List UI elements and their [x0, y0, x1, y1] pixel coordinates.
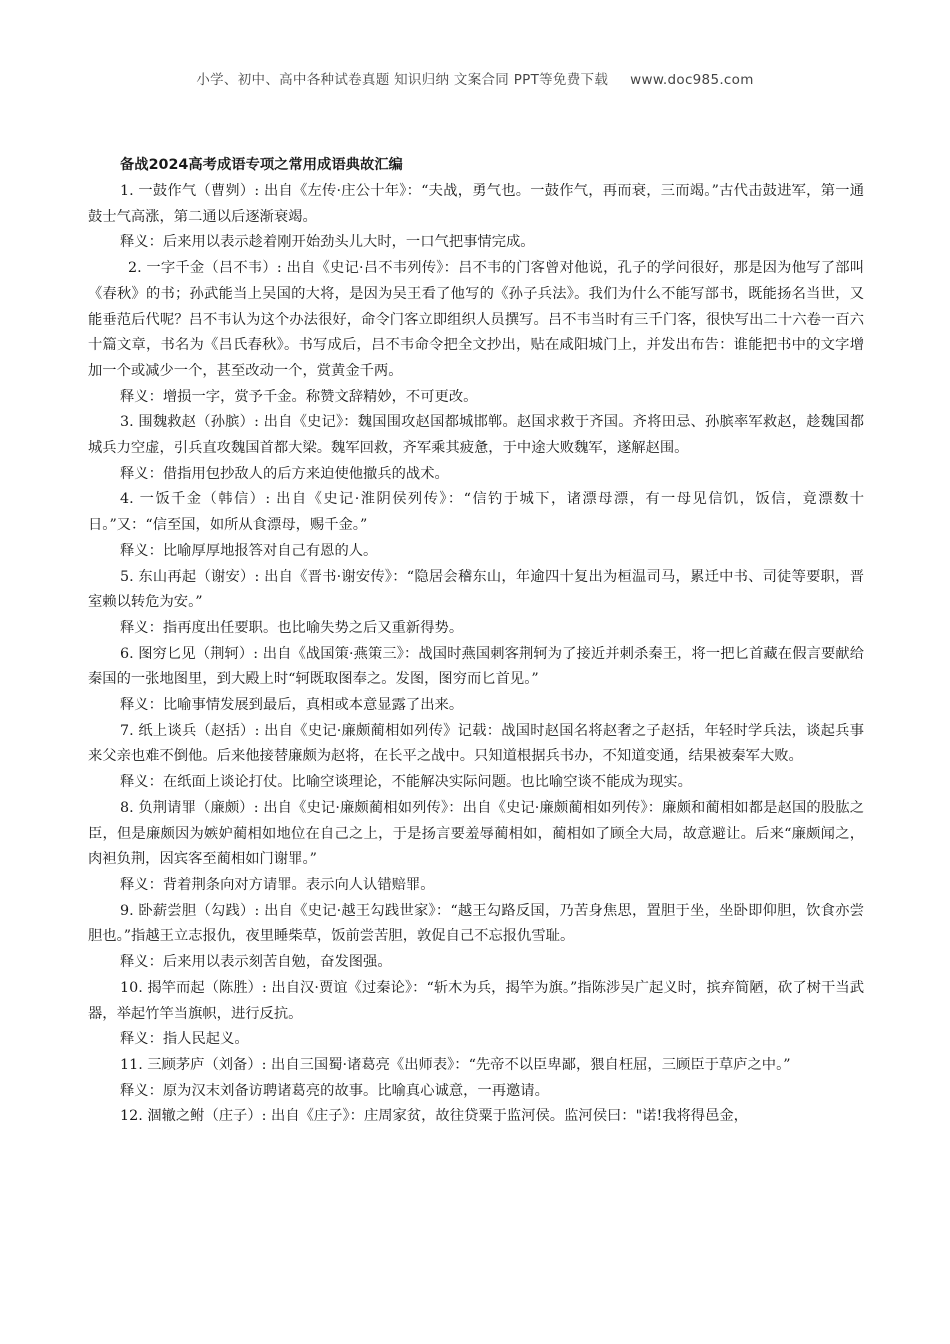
entry-12: 12. 涸辙之鲋（庄子）: 出自《庄子》：庄周家贫，故往贷粟于监河侯。监河侯曰："诺!我将得邑金，	[120, 1108, 748, 1125]
definition-1: 释义：后来用以表示趁着刚开始劲头儿大时，一口气把事情完成。	[120, 234, 535, 251]
entry-6: 6. 图穷匕见（荆轲）: 出自《战国策·燕策三》：战国时燕国刺客荆轲为了接近并刺杀秦王，将一把匕首藏在假言要献给秦国的一张地图里，到大殿上时“轲既取图奉之。发图，图穷而匕首见。”	[88, 645, 864, 688]
definition-10: 释义：指人民起义。	[120, 1031, 249, 1048]
entry-11: 11. 三顾茅庐（刘备）: 出自三国蜀·诸葛亮《出师表》：“先帝不以臣卑鄙，猥自枉屈，三顾臣于草庐之中。”	[120, 1056, 791, 1073]
entry-3: 3. 围魏救赵（孙膑）: 出自《史记》：魏国围攻赵国都城邯郸。赵国求救于齐国。齐将田忌、孙膑率军救赵，趁魏国都城兵力空虚，引兵直攻魏国首都大梁。魏军回救，齐军乘其疲惫，于中途大败魏军，遂解赵围。	[88, 414, 864, 457]
entry-7: 7. 纸上谈兵（赵括）: 出自《史记·廉颇蔺相如列传》记载：战国时赵国名将赵奢之子赵括，年轻时学兵法，谈起兵事来父亲也难不倒他。后来他接替廉颇为赵将，在长平之战中。只知道根据兵书办，不知道变通，结果被秦军大败。	[88, 722, 864, 765]
definition-8: 释义：背着荆条向对方请罪。表示向人认错赔罪。	[120, 876, 435, 893]
entry-4: 4. 一饭千金（韩信）: 出自《史记·淮阴侯列传》：“信钓于城下，诸漂母漂，有一母见信饥，饭信，竟漂数十日。”又：“信至国，如所从食漂母，赐千金。”	[88, 491, 864, 534]
definition-5: 释义：指再度出任要职。也比喻失势之后又重新得势。	[120, 619, 464, 636]
definition-6: 释义：比喻事情发展到最后，真相或本意显露了出来。	[120, 697, 464, 714]
header-text: 小学、初中、高中各种试卷真题 知识归纳 文案合同 PPT等免费下载	[196, 72, 609, 88]
entry-2: 2. 一字千金（吕不韦）: 出自《史记·吕不韦列传》：吕不韦的门客曾对他说，孔子的学问很好，那是因为他写了部叫《春秋》的书；孙武能当上吴国的大将，是因为吴王看了他写的《孙子兵法》。我们为什么不能写部书，既能扬名当世，又能垂范后代呢？吕不韦认为这个办法很好，命令门客立即组织人员撰写。吕不韦当时有三千门客，很快写出二十六卷一百六十篇文章，书名为《吕氏春秋》。书写成后，吕不韦命令把全文抄出，贴在咸阳城门上，并发出布告：谁能把书中的文字增加一个或减少一个，甚至改动一个，赏黄金千两。	[88, 260, 864, 379]
document-title: 备战2024高考成语专项之常用成语典故汇编	[120, 157, 403, 173]
definition-2: 释义：增损一字，赏予千金。称赞文辞精妙，不可更改。	[120, 388, 478, 405]
definition-7: 释义：在纸面上谈论打仗。比喻空谈理论，不能解决实际问题。也比喻空谈不能成为现实。	[120, 774, 692, 791]
entry-10: 10. 揭竿而起（陈胜）: 出自汉·贾谊《过秦论》：“斩木为兵，揭竿为旗。”指陈涉吴广起义时，摈弃简陋，砍了树干当武器，举起竹竿当旗帜，进行反抗。	[88, 979, 864, 1022]
definition-4: 释义：比喻厚厚地报答对自己有恩的人。	[120, 542, 378, 559]
header-site-link[interactable]: www.doc985.com	[630, 72, 754, 88]
entry-8: 8. 负荆请罪（廉颇）: 出自《史记·廉颇蔺相如列传》：出自《史记·廉颇蔺相如列传》：廉颇和蔺相如都是赵国的股肱之臣，但是廉颇因为嫉妒蔺相如地位在自己之上，于是扬言要羞辱蔺相如，蔺相如了顾全大局，故意避让。后来“廉颇闻之，肉袒负荆，因宾客至蔺相如门谢罪。”	[88, 799, 864, 868]
entry-5: 5. 东山再起（谢安）: 出自《晋书·谢安传》：“隐居会稽东山，年逾四十复出为桓温司马，累迁中书、司徒等要职，晋室赖以转危为安。”	[88, 568, 864, 611]
entry-9: 9. 卧薪尝胆（勾践）: 出自《史记·越王勾践世家》：“越王勾路反国，乃苦身焦思，置胆于坐，坐卧即仰胆，饮食亦尝胆也。”指越王立志报仇，夜里睡柴草，饭前尝苦胆，敦促自己不忘报仇雪耻。	[88, 902, 864, 945]
entry-1: 1. 一鼓作气（曹刿）: 出自《左传·庄公十年》：“夫战，勇气也。一鼓作气，再而衰，三而竭。”古代击鼓进军，第一通鼓士气高涨，第二通以后逐渐衰竭。	[88, 183, 864, 225]
document-body	[88, 152, 864, 1130]
page-header	[0, 68, 950, 88]
definition-3: 释义：借指用包抄敌人的后方来迫使他撤兵的战术。	[120, 465, 449, 482]
definition-11: 释义：原为汉末刘备访聘诸葛亮的故事。比喻真心诚意，一再邀请。	[120, 1082, 549, 1099]
definition-9: 释义：后来用以表示刻苦自勉，奋发图强。	[120, 954, 392, 971]
